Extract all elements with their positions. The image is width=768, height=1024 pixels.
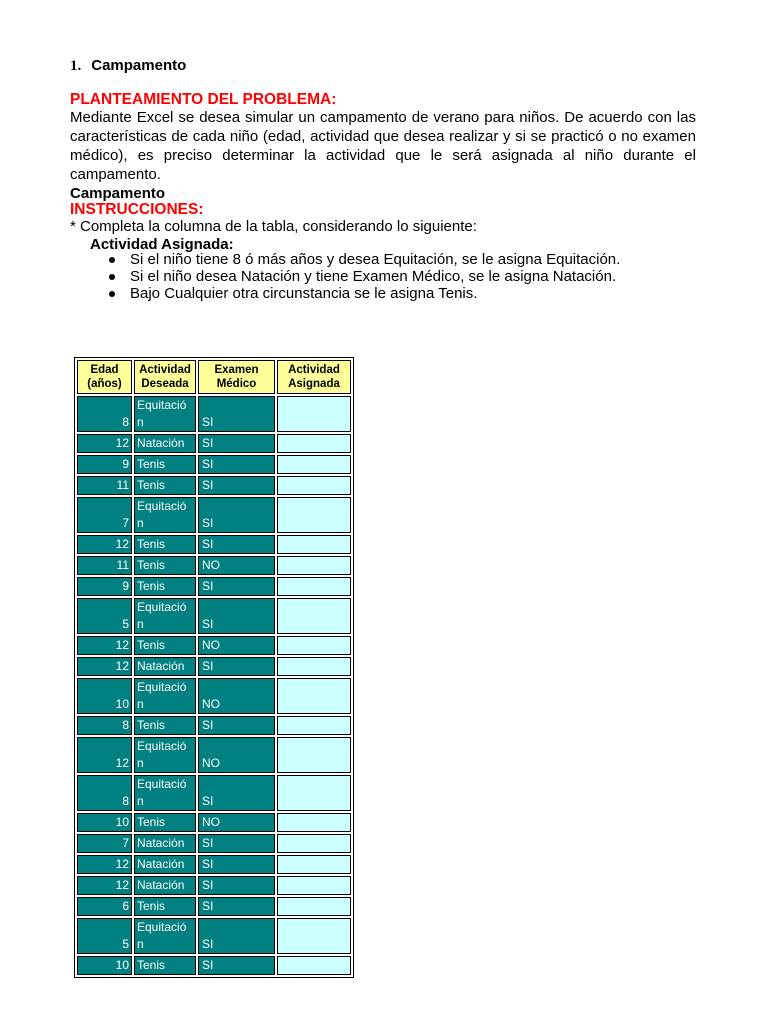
cell-actividad-asignada-input[interactable] <box>277 737 351 773</box>
cell-actividad-deseada: Natación <box>134 855 196 874</box>
cell-actividad-asignada-input[interactable] <box>277 598 351 634</box>
cell-actividad-asignada-input[interactable] <box>277 855 351 874</box>
rule-item: Si el niño desea Natación y tiene Examen Médico, se le asigna Natación. <box>130 268 696 285</box>
instructions-title: INSTRUCCIONES: <box>70 201 204 218</box>
table-row <box>77 813 351 832</box>
cell-edad: 10 <box>77 956 132 975</box>
cell-examen-medico: SI <box>198 956 275 975</box>
table-row <box>77 678 351 714</box>
cell-actividad-deseada: Tenis <box>134 577 196 596</box>
table-row <box>77 956 351 975</box>
campamento-subtitle: Campamento <box>70 185 166 202</box>
cell-edad: 12 <box>77 876 132 895</box>
cell-edad: 12 <box>77 737 132 773</box>
table-row <box>77 577 351 596</box>
cell-actividad-deseada: Natación <box>134 834 196 853</box>
cell-edad: 11 <box>77 556 132 575</box>
table-row <box>77 535 351 554</box>
section-heading <box>70 57 186 75</box>
cell-edad: 9 <box>77 577 132 596</box>
cell-actividad-deseada: Tenis <box>134 476 196 495</box>
cell-edad: 11 <box>77 476 132 495</box>
cell-edad: 8 <box>77 396 132 432</box>
assigned-activity-title: Actividad Asignada: <box>90 236 234 253</box>
cell-edad: 8 <box>77 716 132 735</box>
cell-actividad-deseada: Tenis <box>134 556 196 575</box>
cell-actividad-asignada-input[interactable] <box>277 434 351 453</box>
cell-actividad-deseada: Equitación <box>134 678 196 714</box>
cell-actividad-deseada: Equitación <box>134 598 196 634</box>
cell-edad: 7 <box>77 497 132 533</box>
cell-edad: 6 <box>77 897 132 916</box>
cell-actividad-asignada-input[interactable] <box>277 396 351 432</box>
rules-list <box>90 251 696 302</box>
table-row <box>77 657 351 676</box>
cell-edad: 7 <box>77 834 132 853</box>
cell-actividad-asignada-input[interactable] <box>277 813 351 832</box>
header-edad: Edad (años) <box>77 360 132 394</box>
cell-actividad-asignada-input[interactable] <box>277 918 351 954</box>
cell-examen-medico: SI <box>198 535 275 554</box>
cell-actividad-deseada: Tenis <box>134 636 196 655</box>
cell-examen-medico: NO <box>198 737 275 773</box>
rule-item: Bajo Cualquier otra circunstancia se le asigna Tenis. <box>130 285 696 302</box>
cell-actividad-deseada: Tenis <box>134 813 196 832</box>
cell-actividad-asignada-input[interactable] <box>277 535 351 554</box>
cell-edad: 12 <box>77 657 132 676</box>
table-row <box>77 556 351 575</box>
rule-item: Si el niño tiene 8 ó más años y desea Equitación, se le asigna Equitación. <box>130 251 696 268</box>
table-row <box>77 918 351 954</box>
cell-actividad-deseada: Equitación <box>134 497 196 533</box>
table-row <box>77 876 351 895</box>
cell-actividad-deseada: Tenis <box>134 716 196 735</box>
cell-edad: 9 <box>77 455 132 474</box>
cell-examen-medico: SI <box>198 918 275 954</box>
header-actividad-asignada: Actividad Asignada <box>277 360 351 394</box>
cell-edad: 5 <box>77 598 132 634</box>
cell-examen-medico: SI <box>198 455 275 474</box>
cell-examen-medico: NO <box>198 636 275 655</box>
cell-actividad-asignada-input[interactable] <box>277 657 351 676</box>
cell-actividad-asignada-input[interactable] <box>277 497 351 533</box>
table-row <box>77 476 351 495</box>
cell-actividad-deseada: Equitación <box>134 918 196 954</box>
cell-actividad-asignada-input[interactable] <box>277 455 351 474</box>
cell-examen-medico: SI <box>198 598 275 634</box>
cell-edad: 12 <box>77 434 132 453</box>
cell-edad: 10 <box>77 678 132 714</box>
cell-edad: 8 <box>77 775 132 811</box>
cell-examen-medico: SI <box>198 834 275 853</box>
cell-examen-medico: NO <box>198 678 275 714</box>
cell-examen-medico: SI <box>198 897 275 916</box>
cell-examen-medico: SI <box>198 476 275 495</box>
cell-examen-medico: SI <box>198 876 275 895</box>
cell-actividad-asignada-input[interactable] <box>277 577 351 596</box>
table-body <box>77 396 351 975</box>
table-row <box>77 497 351 533</box>
cell-actividad-deseada: Natación <box>134 876 196 895</box>
cell-actividad-deseada: Natación <box>134 657 196 676</box>
header-actividad-deseada: Actividad Deseada <box>134 360 196 394</box>
cell-examen-medico: NO <box>198 813 275 832</box>
table-row <box>77 434 351 453</box>
cell-examen-medico: SI <box>198 577 275 596</box>
campamento-table <box>74 357 354 978</box>
cell-actividad-asignada-input[interactable] <box>277 876 351 895</box>
cell-actividad-asignada-input[interactable] <box>277 678 351 714</box>
cell-examen-medico: SI <box>198 497 275 533</box>
cell-actividad-deseada: Tenis <box>134 535 196 554</box>
cell-actividad-asignada-input[interactable] <box>277 956 351 975</box>
cell-actividad-asignada-input[interactable] <box>277 556 351 575</box>
table-row <box>77 716 351 735</box>
cell-examen-medico: SI <box>198 716 275 735</box>
table-row <box>77 897 351 916</box>
table-header-row <box>77 360 351 394</box>
cell-actividad-asignada-input[interactable] <box>277 636 351 655</box>
problem-title: PLANTEAMIENTO DEL PROBLEMA: <box>70 91 337 108</box>
section-number: 1. <box>70 58 82 74</box>
section-title: Campamento <box>91 57 187 74</box>
cell-actividad-deseada: Equitación <box>134 737 196 773</box>
cell-examen-medico: SI <box>198 657 275 676</box>
table-row <box>77 598 351 634</box>
instructions-line: * Completa la columna de la tabla, considerando lo siguiente: <box>70 218 477 235</box>
cell-actividad-asignada-input[interactable] <box>277 476 351 495</box>
cell-actividad-deseada: Equitación <box>134 775 196 811</box>
cell-edad: 12 <box>77 535 132 554</box>
table-row <box>77 396 351 432</box>
table-row <box>77 737 351 773</box>
table-row <box>77 775 351 811</box>
cell-actividad-deseada: Tenis <box>134 455 196 474</box>
header-examen-medico: Examen Médico <box>198 360 275 394</box>
problem-text: Mediante Excel se desea simular un campamento de verano para niños. De acuerdo con las características de cada niño (edad, actividad que desea realizar y si se practicó o no examen médico), es preciso determinar la actividad que le será asignada al niño durante el campamento. <box>70 109 696 183</box>
cell-actividad-asignada-input[interactable] <box>277 834 351 853</box>
table-row <box>77 636 351 655</box>
cell-examen-medico: SI <box>198 855 275 874</box>
cell-actividad-asignada-input[interactable] <box>277 775 351 811</box>
cell-examen-medico: SI <box>198 775 275 811</box>
cell-actividad-asignada-input[interactable] <box>277 716 351 735</box>
cell-edad: 5 <box>77 918 132 954</box>
cell-examen-medico: SI <box>198 434 275 453</box>
table-row <box>77 855 351 874</box>
cell-actividad-deseada: Equitación <box>134 396 196 432</box>
cell-actividad-deseada: Tenis <box>134 897 196 916</box>
cell-actividad-deseada: Natación <box>134 434 196 453</box>
cell-edad: 10 <box>77 813 132 832</box>
cell-actividad-asignada-input[interactable] <box>277 897 351 916</box>
cell-examen-medico: SI <box>198 396 275 432</box>
table-row <box>77 834 351 853</box>
cell-actividad-deseada: Tenis <box>134 956 196 975</box>
cell-examen-medico: NO <box>198 556 275 575</box>
cell-edad: 12 <box>77 636 132 655</box>
cell-edad: 12 <box>77 855 132 874</box>
table-row <box>77 455 351 474</box>
